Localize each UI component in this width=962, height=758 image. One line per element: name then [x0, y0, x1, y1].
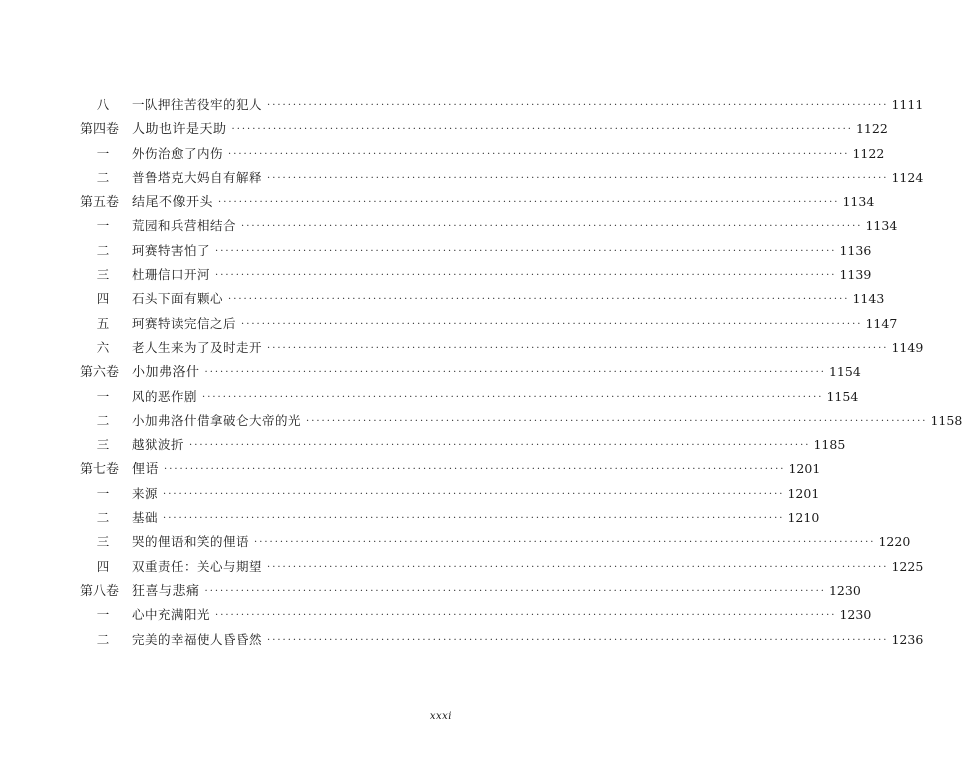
toc-entry-title: 俚语	[132, 462, 160, 478]
toc-entry-title: 越狱波折	[132, 437, 185, 453]
toc-entry-title: 珂赛特读完信之后	[132, 315, 237, 331]
dot-leader: ························································································································	[267, 634, 889, 646]
toc-entry-number: 一	[96, 607, 110, 623]
toc-entry-page: 1147	[865, 315, 898, 331]
toc-entry-title: 完美的幸福使人昏昏然	[132, 631, 263, 647]
toc-entry-page: 1185	[813, 437, 846, 453]
toc-entry-page: 1143	[852, 291, 885, 307]
toc-entry-page: 1220	[878, 534, 911, 550]
toc-volume-entry	[80, 190, 875, 214]
dot-leader: ························································································································	[306, 415, 928, 427]
dot-leader: ························································································································	[231, 124, 853, 136]
toc-entry-number: 四	[96, 291, 110, 307]
toc-volume-entry	[80, 457, 821, 481]
toc-entry-number: 二	[96, 412, 110, 428]
toc-entry-number: 四	[96, 558, 110, 574]
toc-entry-title: 荒园和兵营相结合	[132, 218, 237, 234]
toc-entry-number: 一	[96, 485, 110, 501]
toc-entry-page: 1149	[891, 339, 924, 355]
toc-entry-title: 哭的俚语和笑的俚语	[132, 534, 250, 550]
toc-section-entry	[80, 287, 885, 311]
toc-entry-page: 1230	[839, 607, 872, 623]
toc-entry-title: 普鲁塔克大妈自有解释	[132, 169, 263, 185]
toc-entry-page: 1154	[828, 364, 861, 380]
toc-entry-page: 1134	[865, 218, 898, 234]
dot-leader: ························································································································	[215, 245, 837, 257]
toc-entry-title: 双重责任：关心与期望	[132, 558, 263, 574]
toc-entry-title: 狂喜与悲痛	[132, 583, 200, 599]
dot-leader: ························································································································	[163, 513, 785, 525]
toc-entry-title: 结尾不像开头	[132, 195, 214, 211]
toc-entry-number: 六	[96, 339, 110, 355]
toc-section-entry	[80, 555, 924, 579]
dot-leader: ························································································································	[189, 440, 811, 452]
toc-entry-page: 1134	[842, 194, 875, 210]
toc-entry-number: 三	[96, 534, 110, 550]
toc-section-entry	[80, 385, 859, 409]
toc-volume-entry	[80, 360, 861, 384]
toc-entry-number: 五	[96, 315, 110, 331]
toc-entry-title: 心中充满阳光	[132, 607, 211, 623]
table-of-contents	[80, 93, 962, 652]
toc-entry-page: 1158	[930, 412, 962, 428]
toc-section-entry	[80, 433, 846, 457]
toc-section-entry	[80, 263, 872, 287]
dot-leader: ························································································································	[204, 585, 826, 597]
toc-section-entry	[80, 506, 820, 530]
toc-entry-title: 外伤治愈了内伤	[132, 145, 224, 161]
toc-entry-number: 一	[96, 145, 110, 161]
toc-entry-page: 1124	[891, 169, 924, 185]
toc-entry-number: 三	[96, 267, 110, 283]
toc-entry-title: 老人生来为了及时走开	[132, 339, 263, 355]
toc-section-entry	[80, 336, 924, 360]
toc-entry-title: 来源	[132, 485, 159, 501]
toc-entry-number: 二	[96, 242, 110, 258]
toc-section-entry	[80, 409, 962, 433]
toc-entry-number: 二	[96, 631, 110, 647]
toc-section-entry	[80, 482, 820, 506]
toc-entry-page: 1122	[855, 121, 888, 137]
toc-entry-number: 第六卷	[80, 365, 120, 381]
toc-entry-title: 小加弗洛什借拿破仑大帝的光	[132, 412, 302, 428]
toc-entry-number: 八	[96, 97, 110, 112]
toc-entry-number: 一	[96, 388, 110, 404]
toc-entry-page: 1201	[788, 461, 821, 477]
toc-section-entry	[80, 628, 924, 652]
toc-entry-title: 珂赛特害怕了	[132, 242, 211, 258]
dot-leader: ························································································································	[241, 318, 863, 330]
dot-leader: ························································································································	[254, 537, 876, 549]
toc-section-entry	[80, 603, 872, 627]
dot-leader: ························································································································	[241, 221, 863, 233]
toc-section-entry	[80, 530, 911, 554]
toc-entry-number: 第四卷	[80, 122, 120, 138]
toc-section-entry	[80, 239, 872, 263]
dot-leader: ························································································································	[164, 464, 786, 476]
toc-entry-page: 1122	[852, 145, 885, 161]
dot-leader: ························································································································	[267, 172, 889, 184]
toc-entry-number: 二	[96, 510, 110, 526]
toc-section-entry	[80, 93, 924, 117]
dot-leader: ························································································································	[204, 367, 826, 379]
toc-entry-page: 1154	[826, 388, 859, 404]
toc-entry-page: 1210	[787, 510, 820, 526]
dot-leader: ························································································································	[163, 488, 785, 500]
page-number: xxxi	[429, 711, 452, 722]
toc-entry-page: 1225	[891, 558, 924, 574]
toc-entry-number: 三	[96, 437, 110, 453]
dot-leader: ························································································································	[228, 148, 850, 160]
toc-entry-page: 1230	[828, 582, 861, 598]
toc-entry-title: 一队押往苦役牢的犯人	[132, 97, 263, 112]
toc-entry-page: 1111	[891, 97, 924, 112]
dot-leader: ························································································································	[215, 610, 837, 622]
toc-entry-page: 1201	[787, 485, 820, 501]
toc-entry-title: 基础	[132, 510, 159, 526]
toc-entry-page: 1236	[891, 631, 924, 647]
toc-entry-number: 第七卷	[80, 462, 120, 478]
toc-volume-entry	[80, 579, 861, 603]
dot-leader: ························································································································	[267, 342, 889, 354]
dot-leader: ························································································································	[202, 391, 824, 403]
toc-entry-title: 小加弗洛什	[132, 365, 200, 381]
toc-entry-number: 第八卷	[80, 583, 120, 599]
toc-entry-page: 1136	[839, 242, 872, 258]
dot-leader: ························································································································	[267, 100, 889, 111]
toc-entry-title: 风的恶作剧	[132, 388, 198, 404]
toc-section-entry	[80, 312, 898, 336]
toc-section-entry	[80, 214, 898, 238]
toc-section-entry	[80, 142, 885, 166]
dot-leader: ························································································································	[228, 294, 850, 306]
dot-leader: ························································································································	[267, 561, 889, 573]
dot-leader: ························································································································	[215, 270, 837, 282]
toc-entry-number: 第五卷	[80, 195, 120, 211]
toc-entry-number: 二	[96, 169, 110, 185]
toc-entry-title: 石头下面有颗心	[132, 291, 224, 307]
toc-volume-entry	[80, 117, 888, 141]
toc-entry-title: 人助也许是天助	[132, 122, 227, 138]
toc-section-entry	[80, 166, 924, 190]
toc-entry-page: 1139	[839, 267, 872, 283]
toc-entry-number: 一	[96, 218, 110, 234]
dot-leader: ························································································································	[218, 197, 840, 209]
toc-entry-title: 杜珊信口开河	[132, 267, 211, 283]
